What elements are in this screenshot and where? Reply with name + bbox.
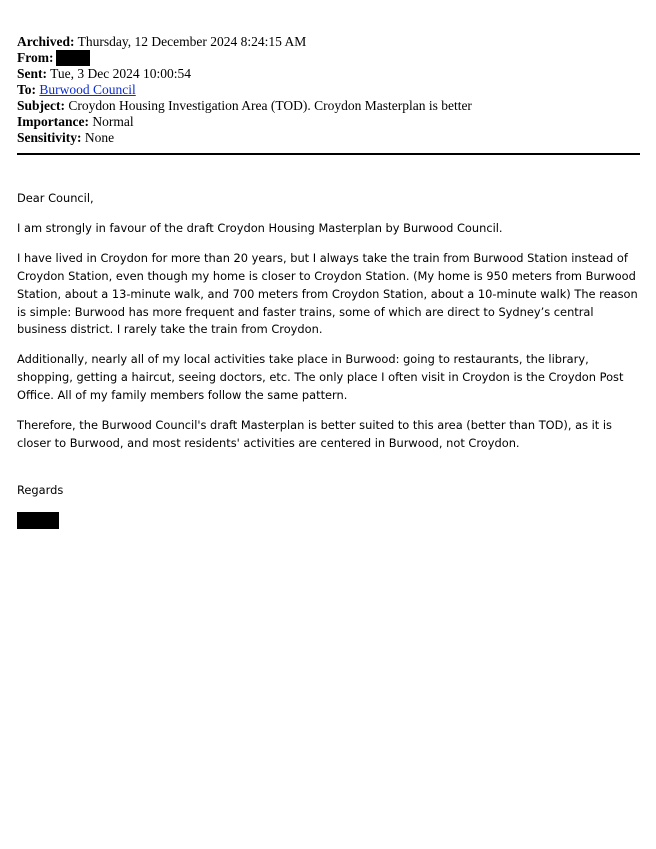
subject-row bbox=[17, 98, 637, 114]
archived-value: Thursday, 12 December 2024 8:24:15 AM bbox=[77, 34, 307, 49]
archived-label: Archived: bbox=[17, 34, 75, 49]
sensitivity-value: None bbox=[84, 130, 115, 145]
body-paragraph: I am strongly in favour of the draft Croydon Housing Masterplan by Burwood Council. bbox=[17, 221, 503, 236]
body-paragraph: I have lived in Croydon for more than 20 years, but I always take the train from Burwood Station instead of Croydon Station, even though my home is closer to Croydon Station. (My home is 950 meters from Burwood Station, about a 13-minute walk, and 700 meters from Croydon Station, about a 10-minute walk) The reason is simple: Burwood has more frequent and faster trains, some of which are direct to Sydney’s central business district. I rarely take the train from Croydon. bbox=[17, 251, 638, 337]
email-header bbox=[17, 34, 637, 146]
to-label: To: bbox=[17, 82, 37, 97]
from-label: From: bbox=[17, 50, 54, 65]
importance-row bbox=[17, 114, 637, 130]
to-row bbox=[17, 82, 637, 98]
sent-row bbox=[17, 66, 637, 82]
sent-label: Sent: bbox=[17, 66, 47, 81]
sensitivity-label: Sensitivity: bbox=[17, 130, 82, 145]
recipient-link[interactable]: Burwood Council bbox=[39, 82, 136, 97]
redacted-signature bbox=[17, 512, 59, 529]
redacted-sender bbox=[56, 50, 90, 66]
importance-value: Normal bbox=[92, 114, 134, 129]
body-paragraph: Additionally, nearly all of my local activities take place in Burwood: going to restaurants, the library, shopping, getting a haircut, seeing doctors, etc. The only place I often visit in Croydon is the Croydon Post Office. All of my family members follow the same pattern. bbox=[17, 352, 624, 402]
subject-label: Subject: bbox=[17, 98, 65, 113]
email-body bbox=[17, 190, 640, 465]
header-divider bbox=[17, 153, 640, 155]
sent-value: Tue, 3 Dec 2024 10:00:54 bbox=[50, 66, 192, 81]
sensitivity-row bbox=[17, 130, 637, 146]
archived-row bbox=[17, 34, 637, 50]
subject-value: Croydon Housing Investigation Area (TOD). Croydon Masterplan is better bbox=[68, 98, 472, 113]
greeting: Dear Council, bbox=[17, 191, 94, 205]
from-row bbox=[17, 50, 637, 66]
closing: Regards bbox=[17, 483, 64, 497]
body-paragraph: Therefore, the Burwood Council's draft Masterplan is better suited to this area (better than TOD), as it is closer to Burwood, and most residents' activities are centered in Burwood, not Croydon. bbox=[17, 418, 612, 450]
importance-label: Importance: bbox=[17, 114, 89, 129]
